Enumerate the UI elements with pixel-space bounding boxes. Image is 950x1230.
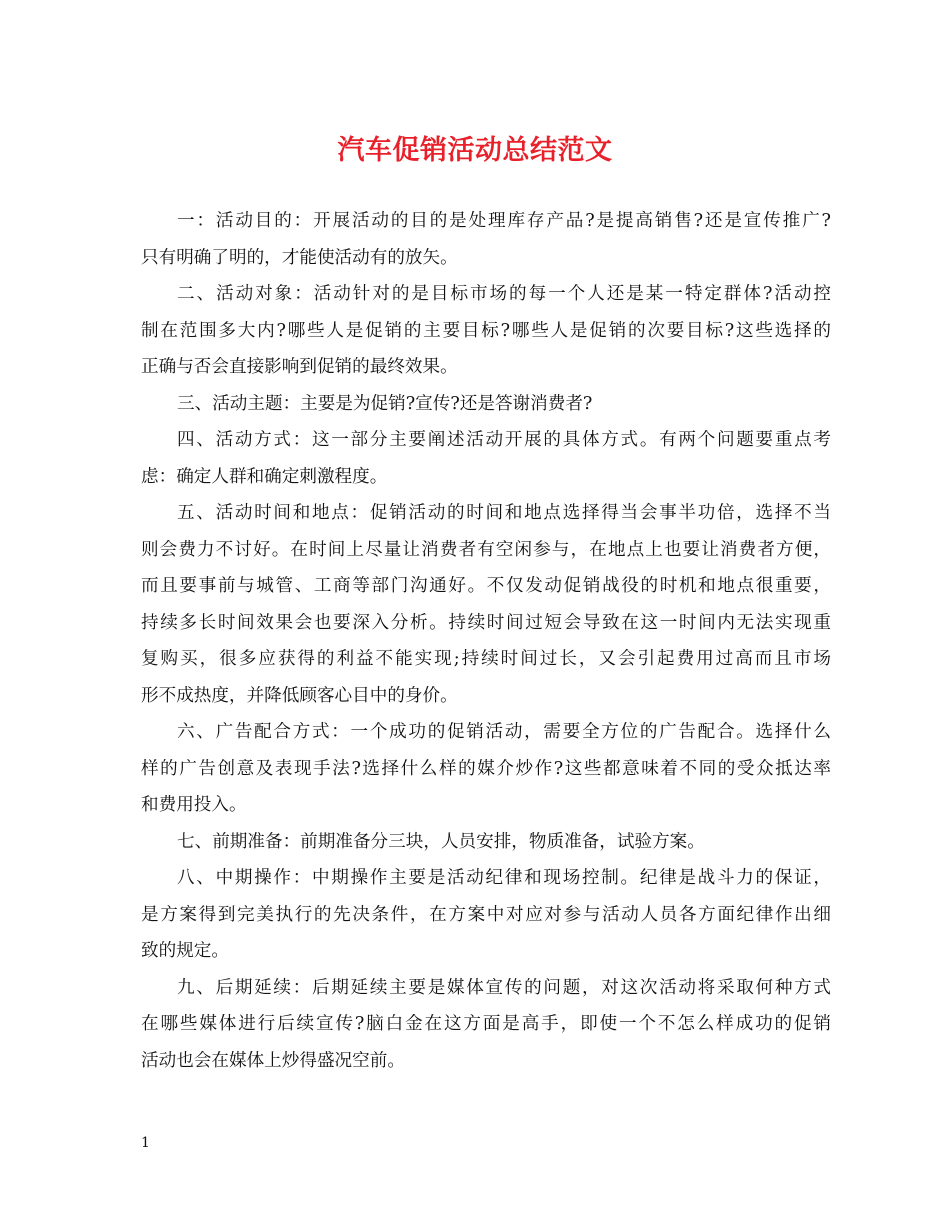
paragraph-line: 制在范围多大内?哪些人是促销的主要目标?哪些人是促销的次要目标?这些选择的 <box>141 320 831 341</box>
paragraph-line: 八、中期操作：中期操作主要是活动纪律和现场控制。纪律是战斗力的保证， <box>177 868 831 888</box>
paragraph-line: 和费用投入。 <box>141 795 247 815</box>
paragraph-line: 复购买，很多应获得的利益不能实现;持续时间过长，又会引起费用过高而且市场 <box>141 649 831 669</box>
paragraph-line: 五、活动时间和地点：促销活动的时间和地点选择得当会事半功倍，选择不当 <box>177 503 831 523</box>
paragraph-line: 是方案得到完美执行的先决条件，在方案中对应对参与活动人员各方面纪律作出细 <box>141 904 831 925</box>
document-title: 汽车促销活动总结范文 <box>337 135 613 166</box>
document-body <box>141 203 831 1079</box>
paragraph-line: 虑：确定人群和确定刺激程度。 <box>141 466 388 487</box>
paragraph-line: 七、前期准备：前期准备分三块，人员安排，物质准备，试验方案。 <box>177 831 705 852</box>
paragraph-line: 活动也会在媒体上炒得盛况空前。 <box>141 1050 405 1071</box>
paragraph-line: 三、活动主题：主要是为促销?宣传?还是答谢消费者? <box>177 393 593 414</box>
paragraph-line: 形不成热度，并降低顾客心目中的身价。 <box>141 685 458 706</box>
paragraph-line: 只有明确了明的，才能使活动有的放矢。 <box>141 247 458 268</box>
paragraph-line: 六、广告配合方式：一个成功的促销活动，需要全方位的广告配合。选择什么 <box>177 722 831 742</box>
paragraph-line: 二、活动对象：活动针对的是目标市场的每一个人还是某一特定群体?活动控 <box>177 284 831 304</box>
paragraph-line: 致的规定。 <box>141 941 229 961</box>
paragraph-line: 正确与否会直接影响到促销的最终效果。 <box>141 357 458 377</box>
paragraph-line: 持续多长时间效果会也要深入分析。持续时间过短会导致在这一时间内无法实现重 <box>141 612 831 633</box>
paragraph-line: 而且要事前与城管、工商等部门沟通好。不仅发动促销战役的时机和地点很重要， <box>141 576 831 596</box>
paragraph-line: 则会费力不讨好。在时间上尽量让消费者有空闲参与，在地点上也要让消费者方便， <box>141 539 831 560</box>
paragraph-line: 在哪些媒体进行后续宣传?脑白金在这方面是高手，即使一个不怎么样成功的促销 <box>141 1014 831 1034</box>
paragraph-line: 九、后期延续：后期延续主要是媒体宣传的问题，对这次活动将采取何种方式 <box>177 977 831 998</box>
paragraph-line: 四、活动方式：这一部分主要阐述活动开展的具体方式。有两个问题要重点考 <box>177 430 831 450</box>
paragraph-line: 一：活动目的：开展活动的目的是处理库存产品?是提高销售?还是宣传推广? <box>177 211 831 231</box>
page-number: 1 <box>141 1135 150 1151</box>
paragraph-line: 样的广告创意及表现手法?选择什么样的媒介炒作?这些都意味着不同的受众抵达率 <box>141 758 831 779</box>
